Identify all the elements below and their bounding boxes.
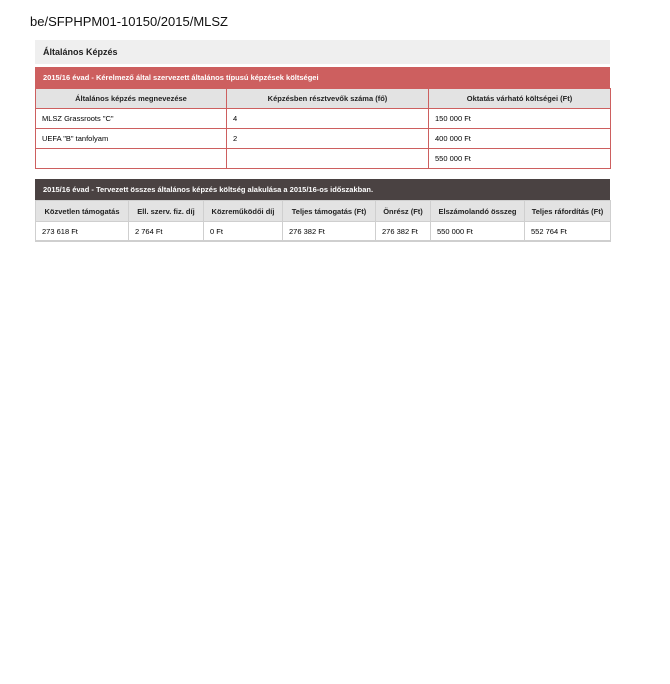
table-row bbox=[36, 222, 611, 242]
column-header: Általános képzés megnevezése bbox=[36, 89, 227, 109]
general-training-section bbox=[35, 40, 610, 242]
column-header: Teljes támogatás (Ft) bbox=[283, 201, 376, 222]
organized-training-costs-header: 2015/16 évad - Kérelmező által szervezett általános típusú képzések költségei bbox=[35, 67, 610, 88]
table-cell: 276 382 Ft bbox=[376, 222, 431, 242]
column-header: Oktatás várható költségei (Ft) bbox=[429, 89, 611, 109]
table-cell: 550 000 Ft bbox=[431, 222, 525, 242]
column-header: Teljes ráfordítás (Ft) bbox=[525, 201, 611, 222]
table-row bbox=[36, 129, 611, 149]
table-header-row bbox=[36, 201, 611, 222]
column-header: Elszámolandó összeg bbox=[431, 201, 525, 222]
table-cell: MLSZ Grassroots "C" bbox=[36, 109, 227, 129]
column-header: Önrész (Ft) bbox=[376, 201, 431, 222]
table-header-row bbox=[36, 89, 611, 109]
table-cell: 273 618 Ft bbox=[36, 222, 129, 242]
table-cell: 0 Ft bbox=[204, 222, 283, 242]
column-header: Képzésben résztvevők száma (fő) bbox=[227, 89, 429, 109]
section-title: Általános Képzés bbox=[35, 40, 610, 64]
column-header: Ell. szerv. fiz. díj bbox=[129, 201, 204, 222]
table-cell: 550 000 Ft bbox=[429, 149, 611, 169]
table-cell: 150 000 Ft bbox=[429, 109, 611, 129]
document-id: be/SFPHPM01-10150/2015/MLSZ bbox=[30, 14, 228, 29]
table-cell bbox=[227, 149, 429, 169]
table-cell: UEFA "B" tanfolyam bbox=[36, 129, 227, 149]
planned-cost-summary-table bbox=[35, 200, 611, 242]
table-total-row bbox=[36, 149, 611, 169]
table-cell: 552 764 Ft bbox=[525, 222, 611, 242]
organized-training-costs-table bbox=[35, 88, 611, 169]
table-cell: 276 382 Ft bbox=[283, 222, 376, 242]
column-header: Közreműködői díj bbox=[204, 201, 283, 222]
table-cell: 400 000 Ft bbox=[429, 129, 611, 149]
table-cell: 2 bbox=[227, 129, 429, 149]
table-cell: 4 bbox=[227, 109, 429, 129]
table-cell bbox=[36, 149, 227, 169]
table-row bbox=[36, 109, 611, 129]
column-header: Közvetlen támogatás bbox=[36, 201, 129, 222]
planned-cost-summary-header: 2015/16 évad - Tervezett összes általános képzés költség alakulása a 2015/16-os időszakban. bbox=[35, 179, 610, 200]
table-cell: 2 764 Ft bbox=[129, 222, 204, 242]
